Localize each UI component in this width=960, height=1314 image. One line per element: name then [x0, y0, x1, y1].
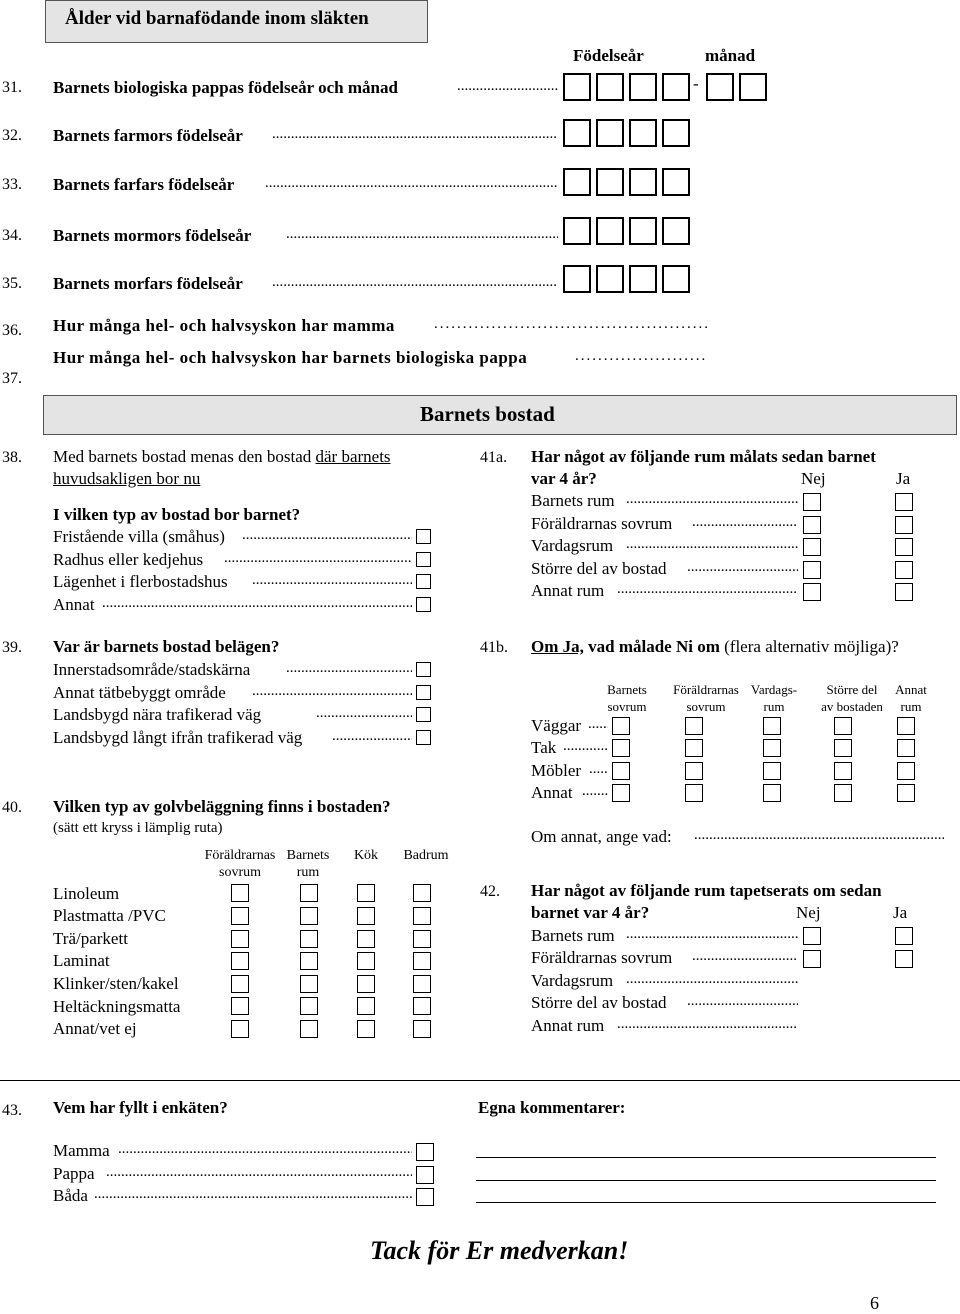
q40-r3-c3[interactable]	[357, 930, 375, 948]
q35-year-digit-2[interactable]	[596, 265, 624, 293]
q40-r1-c2[interactable]	[300, 884, 318, 902]
q39-checkbox-1[interactable]	[416, 662, 431, 677]
q41b-leader-1	[588, 716, 608, 733]
q41a-row-3: Vardagsrum	[531, 536, 614, 555]
q38-leader-4	[102, 595, 412, 612]
q41a-number: 41a.	[480, 449, 508, 466]
q39-option-1: Innerstadsområde/stadskärna	[53, 660, 251, 679]
q42-leader-4	[687, 993, 798, 1010]
q33-year-digit-1[interactable]	[563, 168, 591, 196]
q40-r4-c3[interactable]	[357, 952, 375, 970]
section-divider	[0, 1080, 960, 1081]
q41b-row-2: Tak	[531, 738, 557, 757]
q31-text: Barnets biologiska pappas födelseår och månad	[53, 78, 398, 97]
q38-option-2: Radhus eller kedjehus	[53, 550, 204, 569]
q41b-r4-c1[interactable]	[612, 784, 630, 802]
q40-col-kitchen	[346, 847, 386, 864]
q41b-r2-c1[interactable]	[612, 739, 630, 757]
q43-option-1: Mamma	[53, 1141, 110, 1160]
q32-year-digit-1[interactable]	[563, 119, 591, 147]
q40-col-bathroom	[396, 847, 456, 864]
q40-r4-c1[interactable]	[231, 952, 249, 970]
q41b-r1-c1[interactable]	[612, 717, 630, 735]
q40-row-4-label: Laminat	[53, 951, 110, 970]
q41b-col-1	[592, 681, 662, 715]
q41b-col-3-l2: rum	[763, 699, 785, 714]
q32-text: Barnets farmors födelseår	[53, 126, 243, 145]
q40-subtext: (sätt ett kryss i lämplig ruta)	[53, 820, 223, 836]
q34-year-digit-3[interactable]	[629, 217, 657, 245]
q41b-r4-c3[interactable]	[763, 784, 781, 802]
q33-year-digit-3[interactable]	[629, 168, 657, 196]
q42-no-header: Nej	[796, 903, 821, 922]
q41b-row-1: Väggar	[531, 716, 582, 735]
q42-row-5: Annat rum	[531, 1016, 605, 1035]
q41b-col-3-l1: Vardags-	[750, 682, 798, 697]
q41b-r2-c4[interactable]	[834, 739, 852, 757]
q40-number: 40.	[2, 799, 22, 816]
q40-r3-c1[interactable]	[231, 930, 249, 948]
q39-checkbox-4[interactable]	[416, 730, 431, 745]
q31-year-digit-2[interactable]	[596, 73, 624, 101]
q36-leader	[434, 316, 708, 333]
q40-r1-c1[interactable]	[231, 884, 249, 902]
q41b-r2-c2[interactable]	[685, 739, 703, 757]
q41a-no-header: Nej	[801, 469, 826, 488]
q39-option-2: Annat tätbebyggt område	[53, 683, 226, 702]
q41b-col-1-l1: Barnets	[607, 682, 647, 697]
q34-leader	[286, 226, 558, 243]
q41a-leader-5	[617, 581, 798, 598]
q43-question: Vem har fyllt i enkäten?	[53, 1098, 228, 1117]
q41a-r5-yes[interactable]	[895, 583, 913, 601]
q40-col-child-l1: Barnets	[286, 848, 330, 863]
comments-line-2[interactable]	[476, 1180, 936, 1181]
q35-year-digit-3[interactable]	[629, 265, 657, 293]
q38-leader-1	[242, 527, 412, 544]
q38-checkbox-4[interactable]	[416, 597, 431, 612]
q41b-col-5-l1: Annat	[895, 682, 927, 697]
q41b-row-4: Annat	[531, 783, 573, 802]
q41b-r2-c3[interactable]	[763, 739, 781, 757]
q34-number: 34.	[2, 227, 22, 244]
q41a-r1-no[interactable]	[803, 493, 821, 511]
q40-r6-c2[interactable]	[300, 997, 318, 1015]
q41a-r3-yes[interactable]	[895, 538, 913, 556]
q38-leader-3	[252, 572, 412, 589]
q41a-leader-2	[692, 514, 798, 531]
q32-number: 32.	[2, 127, 22, 144]
q31-year-digit-3[interactable]	[629, 73, 657, 101]
q41b-q-normal: (flera alternativ möjliga)?	[719, 637, 899, 656]
q34-year-digit-4[interactable]	[662, 217, 690, 245]
q41b-r4-c5[interactable]	[897, 784, 915, 802]
q38-intro-line1	[53, 447, 391, 467]
q43-leader-2	[106, 1164, 412, 1181]
q35-text: Barnets morfars födelseår	[53, 274, 243, 293]
q31-year-digit-4[interactable]	[662, 73, 690, 101]
q40-row-7-label: Annat/vet ej	[53, 1019, 137, 1038]
q37-leader	[575, 348, 708, 365]
q39-number: 39.	[2, 639, 22, 656]
q42-leader-2	[692, 948, 798, 965]
q40-r2-c1[interactable]	[231, 907, 249, 925]
q32-year-digit-3[interactable]	[629, 119, 657, 147]
q41b-col-5	[888, 681, 934, 715]
q41b-r1-c4[interactable]	[834, 717, 852, 735]
q42-number: 42.	[480, 883, 500, 900]
q39-checkbox-3[interactable]	[416, 707, 431, 722]
q41b-q-underline: Om Ja,	[531, 637, 584, 656]
q41b-leader-4	[582, 783, 608, 800]
q34-year-digit-1[interactable]	[563, 217, 591, 245]
q41b-r3-c2[interactable]	[685, 762, 703, 780]
q40-row-2-label: Plastmatta /PVC	[53, 906, 166, 925]
q41b-question	[531, 637, 899, 657]
q31-year-digit-1[interactable]	[563, 73, 591, 101]
q42-row-4: Större del av bostad	[531, 993, 667, 1012]
q37-text: Hur många hel- och halvsyskon har barnets biologiska pappa	[53, 348, 528, 367]
q41a-yes-header: Ja	[896, 469, 911, 488]
q40-r2-c4[interactable]	[413, 907, 431, 925]
q42-leader-1	[626, 926, 798, 943]
q38-question: I vilken typ av bostad bor barnet?	[53, 505, 301, 524]
q31-dash: -	[693, 74, 699, 93]
q40-r5-c1[interactable]	[231, 975, 249, 993]
q31-month-digit-1[interactable]	[706, 73, 734, 101]
section-header-title: Ålder vid barnafödande inom släkten	[65, 8, 369, 29]
q40-r6-c4[interactable]	[413, 997, 431, 1015]
q41a-row-5: Annat rum	[531, 581, 605, 600]
q36-number: 36.	[2, 322, 22, 339]
birth-year-header: Födelseår	[573, 46, 644, 65]
q41b-r3-c5[interactable]	[897, 762, 915, 780]
q39-leader-3	[316, 705, 412, 722]
comments-label: Egna kommentarer:	[478, 1098, 626, 1117]
q40-r7-c4[interactable]	[413, 1020, 431, 1038]
month-header: månad	[705, 46, 756, 65]
q32-year-digit-4[interactable]	[662, 119, 690, 147]
q40-r7-c3[interactable]	[357, 1020, 375, 1038]
q43-leader-1	[118, 1141, 412, 1158]
q41a-question-l1: Har något av följande rum målats sedan barnet	[531, 447, 876, 466]
q41b-r2-c5[interactable]	[897, 739, 915, 757]
q40-col-bathroom-l1: Badrum	[403, 848, 449, 863]
q40-r7-c2[interactable]	[300, 1020, 318, 1038]
q43-option-2: Pappa	[53, 1164, 95, 1183]
q40-r2-c3[interactable]	[357, 907, 375, 925]
q33-number: 33.	[2, 176, 22, 193]
q42-question-l1: Har något av följande rum tapetserats om sedan	[531, 881, 882, 900]
q40-r7-c1[interactable]	[231, 1020, 249, 1038]
q41b-col-4-l1: Större del	[826, 682, 878, 697]
q41b-r4-c4[interactable]	[834, 784, 852, 802]
q42-row-1: Barnets rum	[531, 926, 615, 945]
q41a-leader-3	[626, 536, 798, 553]
q40-r1-c3[interactable]	[357, 884, 375, 902]
q43-checkbox-2[interactable]	[416, 1166, 434, 1184]
q35-leader	[272, 274, 558, 291]
q34-year-digit-2[interactable]	[596, 217, 624, 245]
comments-line-3[interactable]	[476, 1202, 936, 1203]
q38-checkbox-3[interactable]	[416, 574, 431, 589]
q41a-r3-no[interactable]	[803, 538, 821, 556]
q41b-r1-c3[interactable]	[763, 717, 781, 735]
q41b-leader-3	[589, 761, 608, 778]
q40-col-child-l2: rum	[296, 865, 320, 880]
q42-row-2: Föräldrarnas sovrum	[531, 948, 673, 967]
q32-year-digit-2[interactable]	[596, 119, 624, 147]
q40-r5-c3[interactable]	[357, 975, 375, 993]
q40-question: Vilken typ av golvbeläggning finns i bostaden?	[53, 797, 391, 816]
q40-r5-c4[interactable]	[413, 975, 431, 993]
q41b-other-label: Om annat, ange vad:	[531, 827, 672, 846]
q41a-r2-yes[interactable]	[895, 516, 913, 534]
q38-checkbox-1[interactable]	[416, 529, 431, 544]
q41b-leader-2	[563, 738, 608, 755]
q41b-r1-c5[interactable]	[897, 717, 915, 735]
q38-intro-line2: huvudsakligen bor nu	[53, 469, 201, 488]
q42-r1-yes[interactable]	[895, 927, 913, 945]
q38-intro-a: Med barnets bostad menas den bostad	[53, 447, 316, 466]
q42-yes-header: Ja	[893, 903, 908, 922]
comments-line-1[interactable]	[476, 1157, 936, 1158]
q40-r4-c2[interactable]	[300, 952, 318, 970]
q35-year-digit-4[interactable]	[662, 265, 690, 293]
q41a-r2-no[interactable]	[803, 516, 821, 534]
q41b-col-4-l2: av bostaden	[821, 699, 883, 714]
q35-year-digit-1[interactable]	[563, 265, 591, 293]
q41b-other-field[interactable]	[694, 827, 944, 844]
q41a-row-1: Barnets rum	[531, 491, 615, 510]
q40-r1-c4[interactable]	[413, 884, 431, 902]
q40-r4-c4[interactable]	[413, 952, 431, 970]
q42-row-3: Vardagsrum	[531, 971, 614, 990]
q40-row-3-label: Trä/parkett	[53, 929, 128, 948]
q31-number: 31.	[2, 79, 22, 96]
housing-header-title: Barnets bostad	[420, 402, 555, 426]
q38-option-4: Annat	[53, 595, 95, 614]
q36-text: Hur många hel- och halvsyskon har mamma	[53, 316, 395, 335]
page-number: 6	[870, 1293, 879, 1313]
q41b-r1-c2[interactable]	[685, 717, 703, 735]
q41a-row-2: Föräldrarnas sovrum	[531, 514, 673, 533]
q43-checkbox-3[interactable]	[416, 1188, 434, 1206]
q40-col-parents-l2: sovrum	[219, 865, 261, 880]
q40-row-5-label: Klinker/sten/kakel	[53, 974, 179, 993]
q40-r5-c2[interactable]	[300, 975, 318, 993]
q37-number: 37.	[2, 370, 22, 387]
q40-col-child	[278, 847, 338, 881]
q41b-col-2	[666, 681, 746, 715]
q38-intro-b: där barnets	[315, 447, 391, 466]
q41a-question-l2: var 4 år?	[531, 469, 597, 488]
q39-leader-4	[332, 728, 412, 745]
q40-col-kitchen-l1: Kök	[353, 848, 379, 863]
q41b-col-1-l2: sovrum	[607, 699, 647, 714]
q31-leader	[457, 78, 558, 95]
q41b-col-4	[812, 681, 892, 715]
q38-option-3: Lägenhet i flerbostadshus	[53, 572, 228, 591]
q34-text: Barnets mormors födelseår	[53, 226, 252, 245]
q39-leader-1	[286, 660, 412, 677]
q35-number: 35.	[2, 275, 22, 292]
q40-r6-c1[interactable]	[231, 997, 249, 1015]
q43-leader-3	[94, 1186, 412, 1203]
q40-r6-c3[interactable]	[357, 997, 375, 1015]
q42-r2-no[interactable]	[803, 950, 821, 968]
q41b-r3-c1[interactable]	[612, 762, 630, 780]
q40-r3-c4[interactable]	[413, 930, 431, 948]
q42-leader-3	[626, 971, 798, 988]
q42-r1-no[interactable]	[803, 927, 821, 945]
q43-option-3: Båda	[53, 1186, 88, 1205]
q41a-leader-4	[687, 559, 798, 576]
q41a-leader-1	[626, 491, 798, 508]
q39-leader-2	[252, 683, 412, 700]
q41b-col-2-l1: Föräldrarnas	[673, 682, 739, 697]
q31-month-digit-2[interactable]	[739, 73, 767, 101]
q42-leader-5	[617, 1016, 798, 1033]
q40-row-6-label: Heltäckningsmatta	[53, 997, 181, 1016]
q41a-row-4: Större del av bostad	[531, 559, 667, 578]
q41b-col-3	[744, 681, 804, 715]
q43-checkbox-1[interactable]	[416, 1143, 434, 1161]
q41b-r4-c2[interactable]	[685, 784, 703, 802]
q38-number: 38.	[2, 449, 22, 466]
q42-r2-yes[interactable]	[895, 950, 913, 968]
q38-option-1: Fristående villa (småhus)	[53, 527, 225, 546]
q38-leader-2	[224, 550, 412, 567]
q39-checkbox-2[interactable]	[416, 685, 431, 700]
q41a-r5-no[interactable]	[803, 583, 821, 601]
q33-year-digit-4[interactable]	[662, 168, 690, 196]
q41b-number: 41b.	[480, 639, 508, 656]
q41b-r3-c3[interactable]	[763, 762, 781, 780]
q40-col-parents-l1: Föräldrarnas	[204, 848, 276, 863]
q33-text: Barnets farfars födelseår	[53, 175, 235, 194]
q39-option-3: Landsbygd nära trafikerad väg	[53, 705, 262, 724]
thank-you-message: Tack för Er medverkan!	[370, 1236, 629, 1265]
q41a-r4-yes[interactable]	[895, 561, 913, 579]
q40-r2-c2[interactable]	[300, 907, 318, 925]
q41a-r4-no[interactable]	[803, 561, 821, 579]
q33-year-digit-2[interactable]	[596, 168, 624, 196]
q43-number: 43.	[2, 1102, 22, 1119]
q33-leader	[265, 175, 558, 192]
q39-question: Var är barnets bostad belägen?	[53, 637, 280, 656]
q32-leader	[272, 126, 558, 143]
q41b-col-5-l2: rum	[900, 699, 922, 714]
q41b-r3-c4[interactable]	[834, 762, 852, 780]
q42-question-l2: barnet var 4 år?	[531, 903, 650, 922]
q40-r3-c2[interactable]	[300, 930, 318, 948]
q41b-col-2-l2: sovrum	[686, 699, 726, 714]
q38-checkbox-2[interactable]	[416, 552, 431, 567]
q41b-row-3: Möbler	[531, 761, 582, 780]
q40-col-parents	[195, 847, 285, 881]
q39-option-4: Landsbygd långt ifrån trafikerad väg	[53, 728, 303, 747]
q40-row-1-label: Linoleum	[53, 884, 120, 903]
q41b-q-bold: vad målade Ni om	[583, 637, 720, 656]
q41a-r1-yes[interactable]	[895, 493, 913, 511]
